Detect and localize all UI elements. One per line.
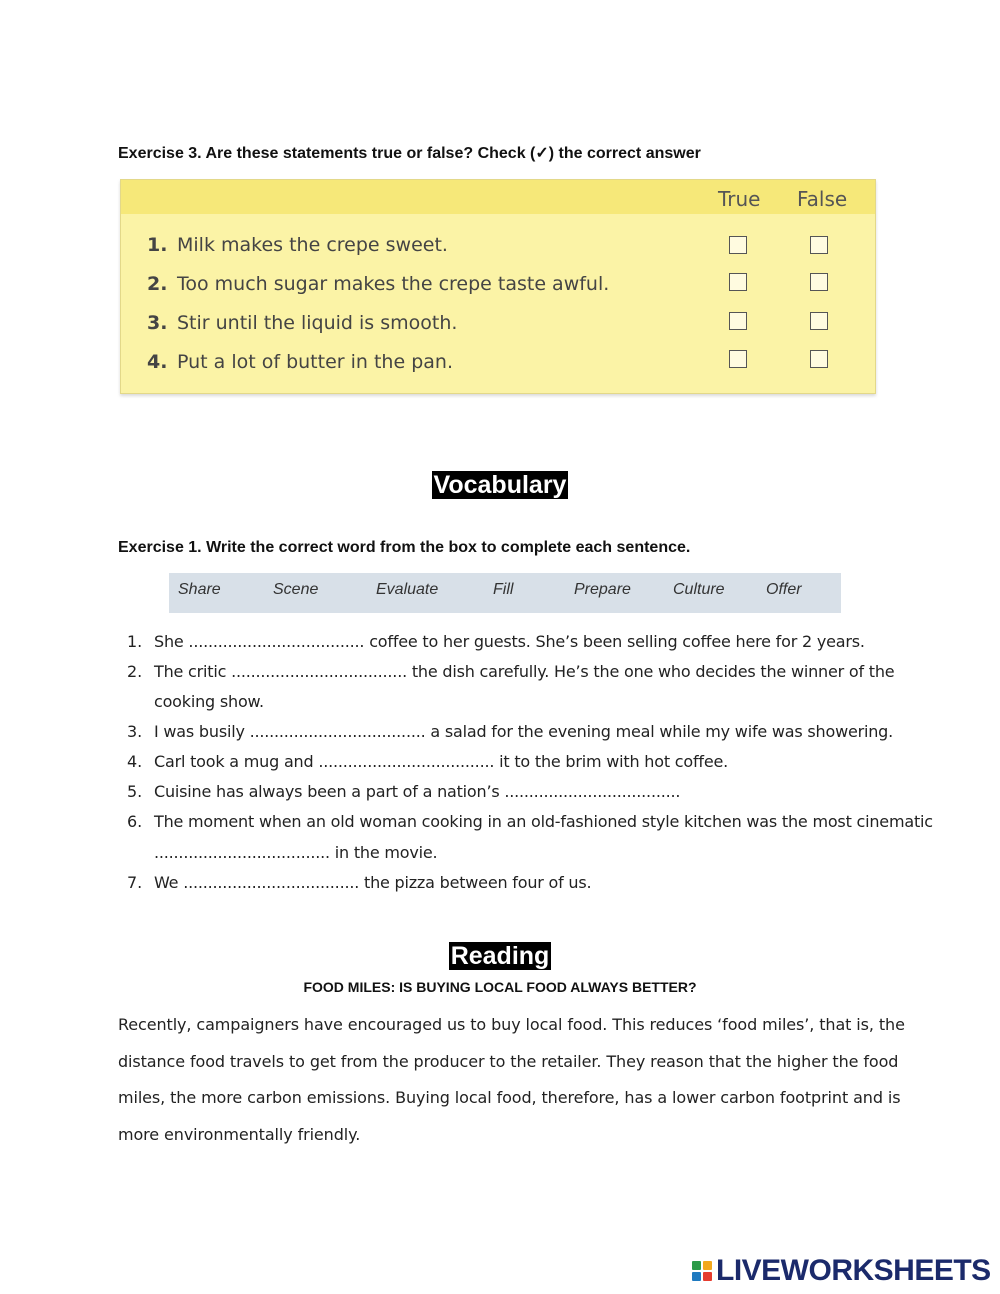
- sentence-number: 5.: [127, 782, 143, 801]
- logo-grid-icon: [692, 1261, 712, 1281]
- statement-row: [121, 351, 875, 381]
- statement-text: Put a lot of butter in the pan.: [177, 351, 453, 373]
- word-offer: Offer: [766, 581, 802, 598]
- statement-number: 3.: [147, 312, 168, 334]
- true-checkbox[interactable]: [729, 312, 747, 330]
- false-checkbox[interactable]: [810, 236, 828, 254]
- word-scene: Scene: [273, 581, 319, 598]
- sentence-line: The critic .................................... the dish carefully. He’s the one who decides the winner of the: [154, 662, 895, 681]
- reading-line: more environmentally friendly.: [118, 1125, 361, 1144]
- sentence-number: 3.: [127, 722, 143, 741]
- true-false-header: [121, 180, 875, 214]
- reading-title: FOOD MILES: IS BUYING LOCAL FOOD ALWAYS BETTER?: [303, 979, 697, 995]
- false-checkbox[interactable]: [810, 350, 828, 368]
- reading-line: miles, the more carbon emissions. Buying local food, therefore, has a lower carbon footprint and is: [118, 1088, 901, 1107]
- sentence-line: Cuisine has always been a part of a nation’s ....................................: [154, 782, 681, 801]
- statement-text: Milk makes the crepe sweet.: [177, 234, 448, 256]
- statement-row: [121, 312, 875, 342]
- logo-square-green: [692, 1261, 701, 1270]
- logo-square-red: [703, 1272, 712, 1281]
- sentence-number: 4.: [127, 752, 143, 771]
- statement-number: 4.: [147, 351, 168, 373]
- false-checkbox[interactable]: [810, 273, 828, 291]
- sentence-line: Carl took a mug and .................................... it to the brim with hot coffee.: [154, 752, 729, 771]
- logo-square-blue: [692, 1272, 701, 1281]
- word-culture: Culture: [673, 581, 725, 598]
- sentence-line-continued: .................................... in the movie.: [154, 843, 438, 862]
- word-evaluate: Evaluate: [376, 581, 439, 598]
- word-fill: Fill: [493, 581, 514, 598]
- liveworksheets-logo[interactable]: [692, 1254, 991, 1288]
- exercise3-title: Exercise 3. Are these statements true or false? Check (✓) the correct answer: [118, 145, 701, 162]
- statement-text: Stir until the liquid is smooth.: [177, 312, 458, 334]
- sentence-line: She .................................... coffee to her guests. She’s been selling coffee here for 2 years.: [154, 632, 865, 651]
- true-false-panel: [120, 179, 876, 394]
- statement-text: Too much sugar makes the crepe taste awful.: [177, 273, 610, 295]
- reading-heading: Reading: [450, 942, 550, 970]
- brand-name: LIVEWORKSHEETS: [716, 1254, 991, 1287]
- sentence-number: 7.: [127, 873, 143, 892]
- vocabulary-exercise1-title: Exercise 1. Write the correct word from the box to complete each sentence.: [118, 539, 691, 556]
- word-box: [169, 573, 841, 613]
- vocabulary-heading: Vocabulary: [433, 471, 567, 499]
- statement-row: [121, 234, 875, 264]
- false-column-label: False: [797, 187, 848, 211]
- statement-number: 1.: [147, 234, 168, 256]
- sentence-line: I was busily .................................... a salad for the evening meal while my wife was showering.: [154, 722, 894, 741]
- sentence-line: We .................................... the pizza between four of us.: [154, 873, 592, 892]
- sentence-number: 1.: [127, 632, 143, 651]
- true-checkbox[interactable]: [729, 350, 747, 368]
- true-column-label: True: [718, 187, 761, 211]
- false-checkbox[interactable]: [810, 312, 828, 330]
- word-prepare: Prepare: [574, 581, 631, 598]
- sentence-line-continued: cooking show.: [154, 692, 264, 711]
- statement-number: 2.: [147, 273, 168, 295]
- sentence-line: The moment when an old woman cooking in an old-fashioned style kitchen was the most cinematic: [154, 812, 933, 831]
- reading-line: distance food travels to get from the producer to the retailer. They reason that the higher the food: [118, 1052, 899, 1071]
- statement-row: [121, 273, 875, 303]
- true-checkbox[interactable]: [729, 236, 747, 254]
- word-share: Share: [178, 581, 221, 598]
- sentence-number: 6.: [127, 812, 143, 831]
- sentence-number: 2.: [127, 662, 143, 681]
- true-checkbox[interactable]: [729, 273, 747, 291]
- reading-line: Recently, campaigners have encouraged us to buy local food. This reduces ‘food miles’, that is, the: [118, 1015, 905, 1034]
- logo-square-orange: [703, 1261, 712, 1270]
